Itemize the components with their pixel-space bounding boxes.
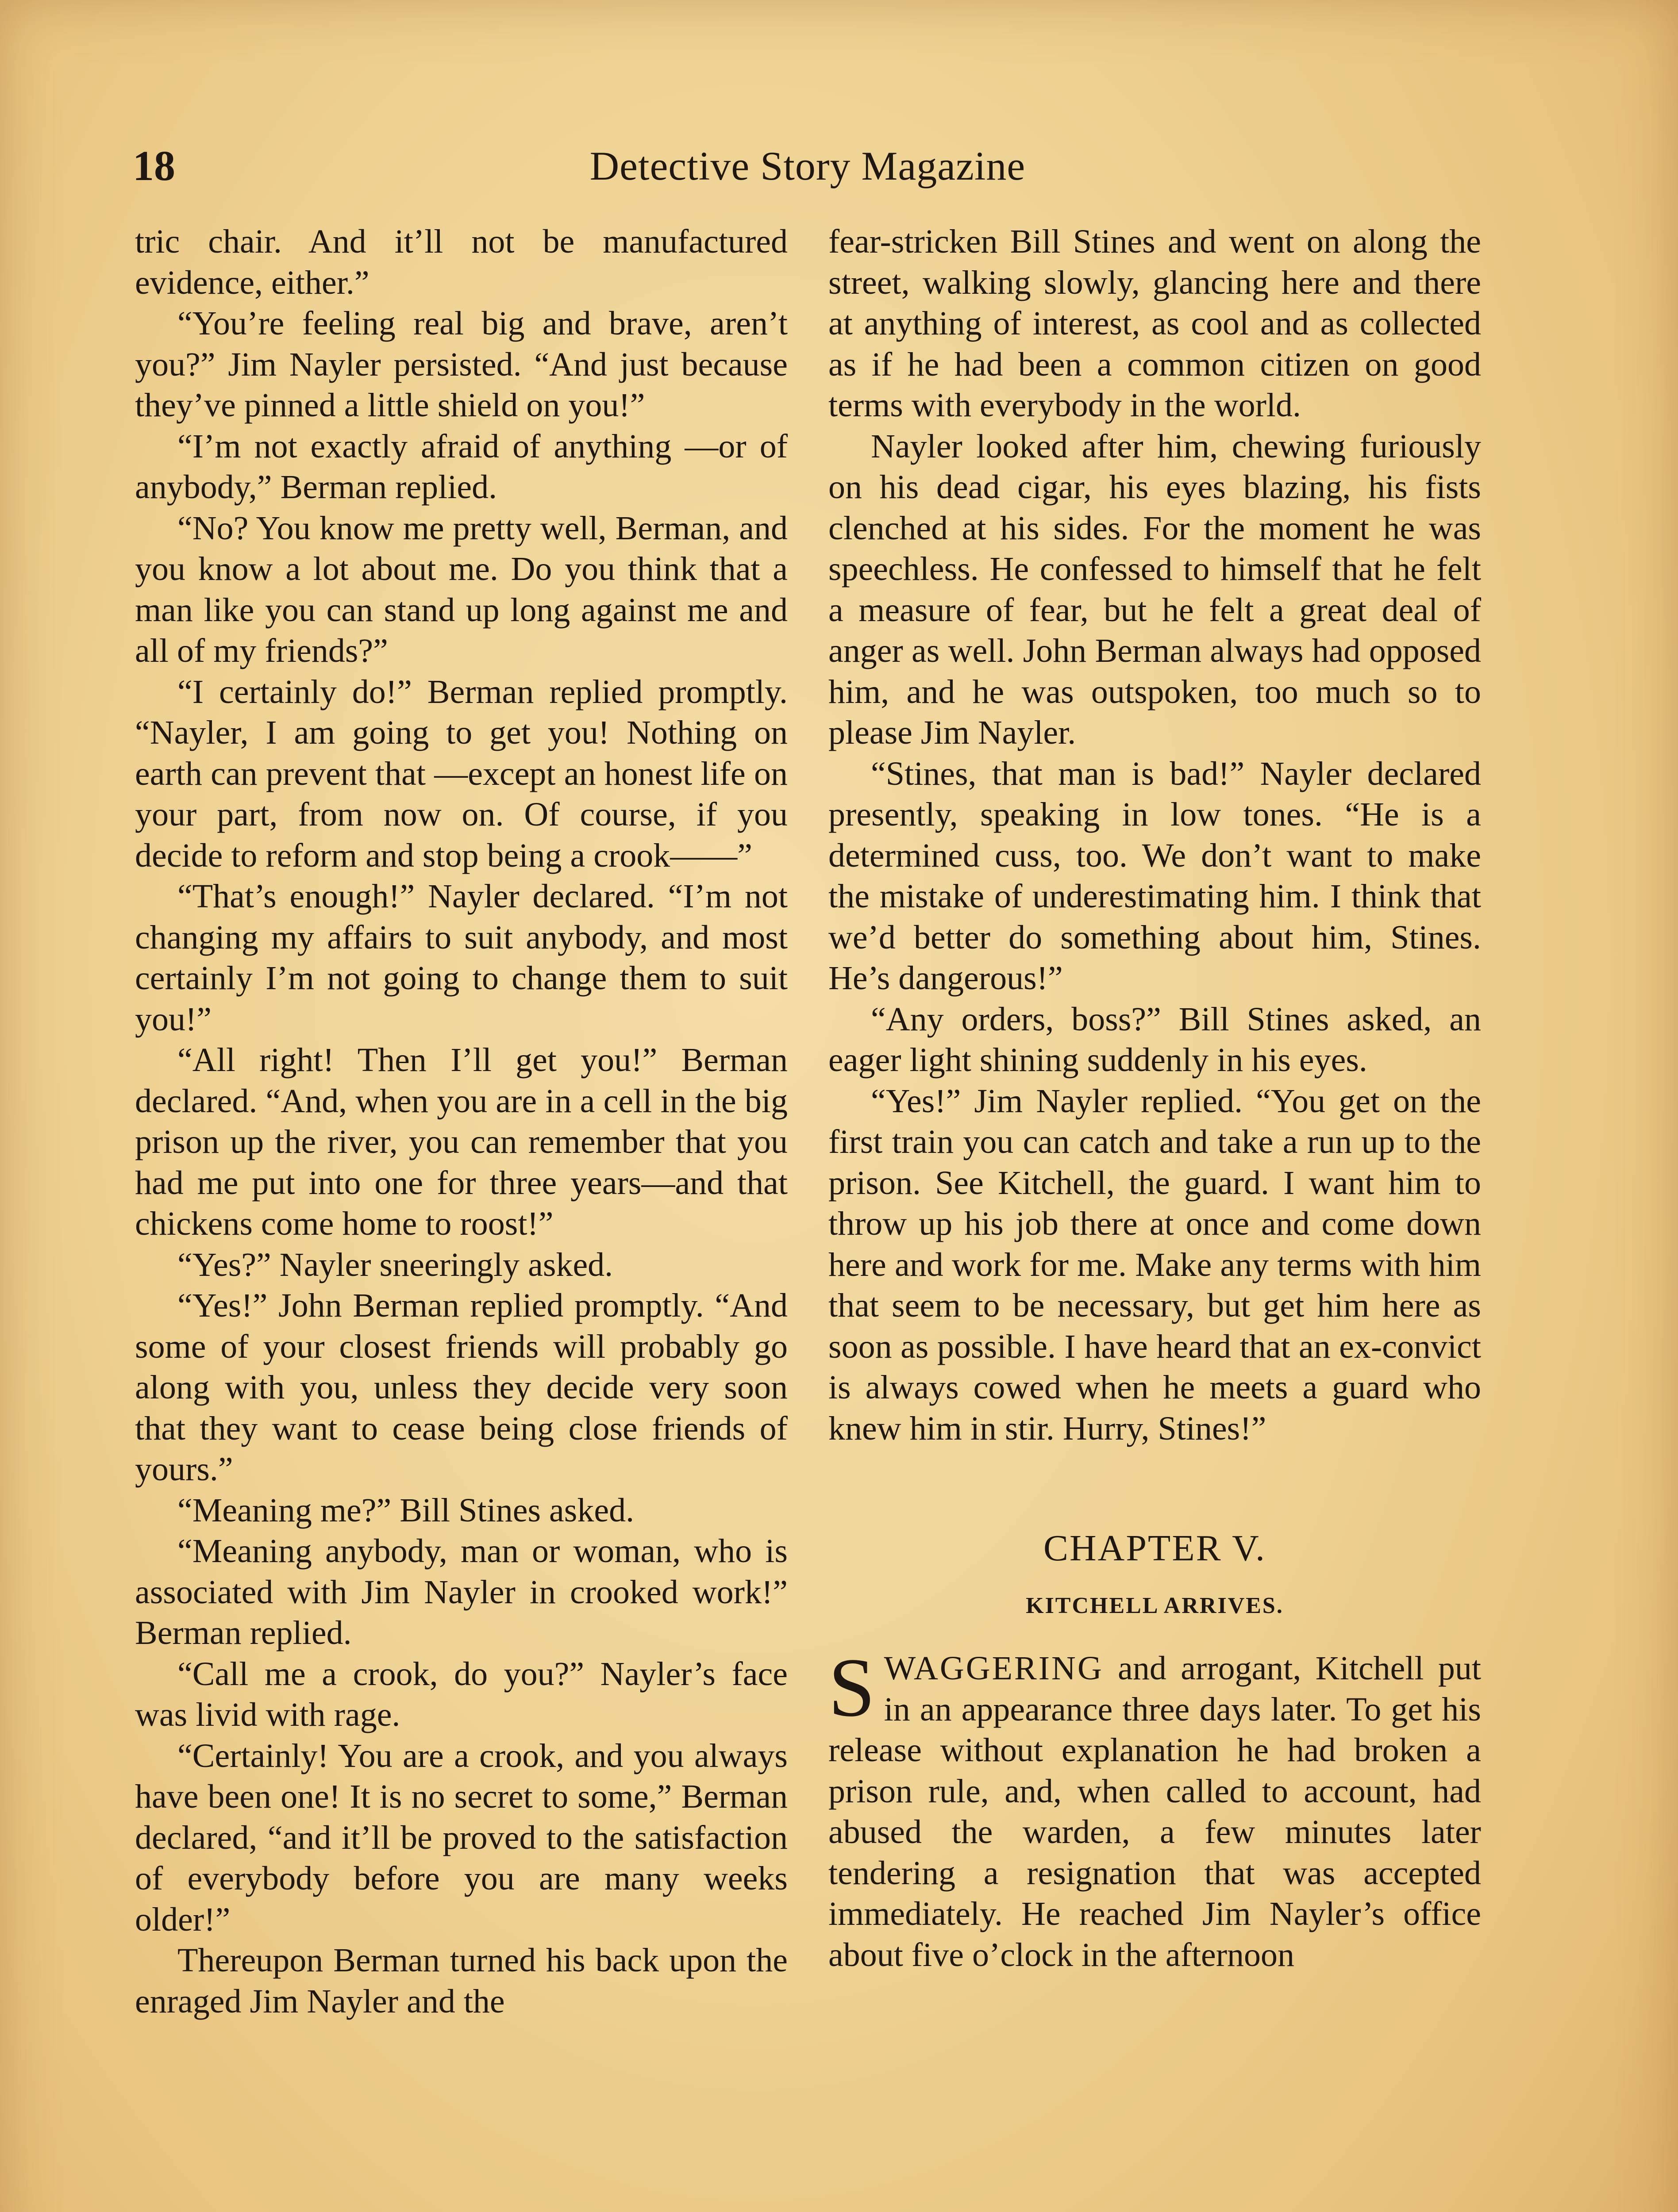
paragraph: “Stines, that man is bad!” Nayler declared presently, speaking in low tones. “He is a determined cuss, too. We don’t want to make the mistake of underestimating him. I think that we’d better do something about him, Stines. He’s dangerous!” bbox=[828, 755, 1481, 997]
paragraph: “I’m not exactly afraid of anything —or of anybody,” Berman replied. bbox=[135, 427, 788, 506]
page-number: 18 bbox=[133, 142, 175, 189]
paragraph: tric chair. And it’ll not be manufactured evidence, either.” bbox=[135, 223, 788, 301]
paragraph: “No? You know me pretty well, Berman, and you know a lot about me. Do you think that a man like you can stand up long against me and all of my friends?” bbox=[135, 509, 788, 669]
left-column bbox=[135, 221, 788, 2022]
paragraph: “Any orders, boss?” Bill Stines asked, an eager light shining suddenly in his eyes. bbox=[828, 1000, 1481, 1079]
chapter-heading: CHAPTER V. bbox=[1043, 1528, 1266, 1569]
paragraph: “Yes!” John Berman replied promptly. “And some of your closest friends will probably go along with you, unless they decide very soon that they want to cease being close friends of yours.” bbox=[135, 1287, 788, 1488]
paragraph: Nayler looked after him, chewing furiously on his dead cigar, his eyes blazing, his fists clenched at his sides. For the moment he was speechless. He confessed to himself that he felt a measure of fear, but he felt a great deal of anger as well. John Berman always had opposed him, and he was outspoken, too much so to please Jim Nayler. bbox=[828, 427, 1481, 751]
page-header bbox=[133, 137, 1482, 195]
paragraph: “Call me a crook, do you?” Nayler’s face was livid with rage. bbox=[135, 1655, 788, 1733]
right-column bbox=[828, 221, 1481, 1975]
paragraph: “Yes?” Nayler sneeringly asked. bbox=[177, 1246, 613, 1283]
chapter-opening-paragraph bbox=[828, 1641, 1481, 1975]
paragraph: “Certainly! You are a crook, and you always have been one! It is no secret to some,” Berman declared, “and it’ll be proved to the satisfaction of everybody before you are many weeks older!” bbox=[135, 1737, 788, 1938]
paragraph: “That’s enough!” Nayler declared. “I’m not changing my affairs to suit anybody, and most certainly I’m not going to change them to suit you!” bbox=[135, 878, 788, 1038]
paragraph: fear-stricken Bill Stines and went on along the street, walking slowly, glancing here and there at anything of interest, as cool and as collected as if he had been a common citizen on good terms with everybody in the world. bbox=[828, 223, 1481, 424]
paragraph: “You’re feeling real big and brave, aren’t you?” Jim Nayler persisted. “And just because they’ve pinned a little shield on you!” bbox=[135, 305, 788, 424]
paragraph: “Yes!” Jim Nayler replied. “You get on the first train you can catch and take a run up to the prison. See Kitchell, the guard. I want him to throw up his job there at once and come down here and work for me. Make any terms with him that seem to be necessary, but get him here as soon as possible. I have heard that an ex-convict is always cowed when he meets a guard who knew him in stir. Hurry, Stines!” bbox=[828, 1082, 1481, 1447]
paragraph: “Meaning anybody, man or woman, who is associated with Jim Nayler in crooked work!” Berman replied. bbox=[135, 1532, 788, 1651]
paragraph: “Meaning me?” Bill Stines asked. bbox=[177, 1491, 635, 1529]
paragraph: Thereupon Berman turned his back upon the enraged Jim Nayler and the bbox=[135, 1942, 788, 2020]
lead-in-caps: WAGGERING bbox=[884, 1650, 1104, 1687]
chapter-subheading: KITCHELL ARRIVES. bbox=[1026, 1593, 1284, 1618]
opening-text: and arrogant, Kitchell put in an appearance three days later. To get his release without explanation he had broken a prison rule, and, when called to account, had abused the warden, a few minutes later tendering a resignation that was accepted immediately. He reached Jim Nayler’s office about five o’clock in the afternoon bbox=[828, 1650, 1481, 1974]
running-title: Detective Story Magazine bbox=[589, 143, 1026, 188]
paragraph: “All right! Then I’ll get you!” Berman declared. “And, when you are in a cell in the big prison up the river, you can remember that you had me put into one for three years—and that chickens come home to roost!” bbox=[135, 1041, 788, 1242]
paragraph: “I certainly do!” Berman replied promptly. “Nayler, I am going to get you! Nothing on earth can prevent that —except an honest life on your part, from now on. Of course, if you decide to reform and stop being a crook——” bbox=[135, 673, 788, 874]
drop-cap: S bbox=[828, 1641, 875, 1734]
